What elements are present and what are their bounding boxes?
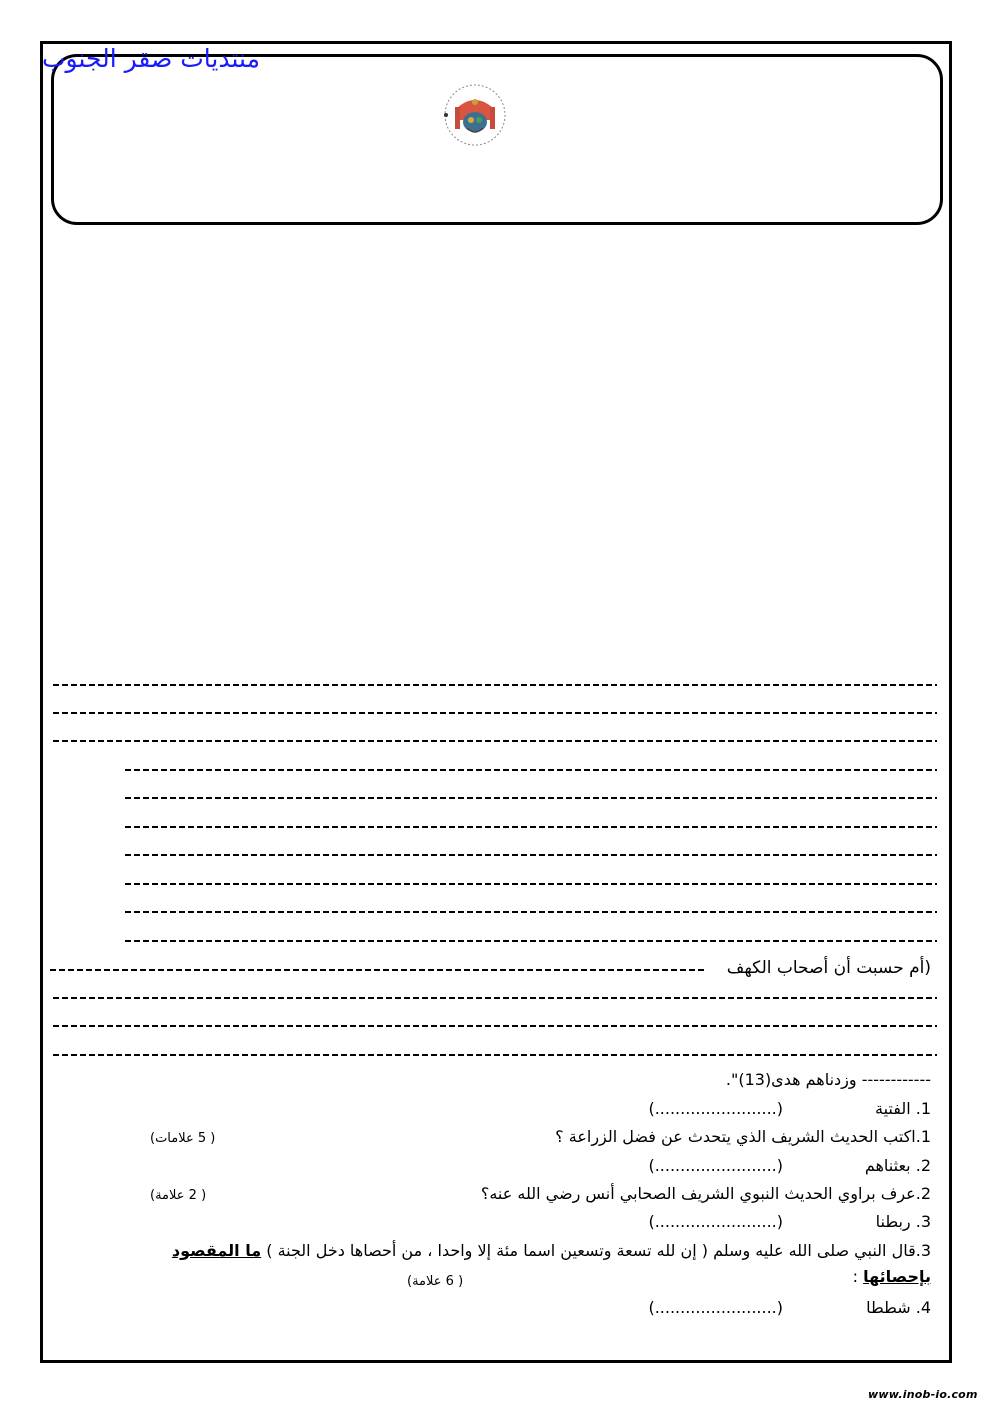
question-marks: ( 6 علامة) <box>407 1274 464 1289</box>
question-body: 3.قال النبي صلى الله عليه وسلم ( إن لله تسعة وتسعين اسما مئة إلا واحدا ، من أحصاها دخل الجنة ) <box>266 1241 931 1260</box>
vocab-item-blank[interactable]: (........................) <box>648 1212 783 1231</box>
vocab-item-label: 3. ربطنا <box>875 1212 931 1231</box>
question-text: 2.عرف براوي الحديث النبوي الشريف الصحابي أنس رضي الله عنه؟ <box>480 1184 931 1203</box>
answer-line <box>125 826 937 828</box>
question-marks: ( 5 علامات) <box>150 1131 216 1146</box>
question-marks: ( 2 علامة) <box>150 1188 207 1203</box>
answer-line <box>125 797 937 799</box>
verse-end-prefix: ------------ <box>861 1070 931 1089</box>
verse-end-text: وزدناهم هدى(13)". <box>725 1070 857 1089</box>
question-text <box>172 1240 931 1262</box>
answer-line <box>125 769 937 771</box>
page-border <box>40 41 952 1363</box>
verse-prompt-end <box>726 1069 931 1091</box>
question-emphasis-2: بإحصائها <box>863 1267 931 1286</box>
vocab-item-label: 2. بعثناهم <box>864 1156 931 1175</box>
question-emphasis: ما المقصود <box>171 1241 262 1260</box>
emblem-icon <box>437 80 513 150</box>
question-text: 1.اكتب الحديث الشريف الذي يتحدث عن فضل الزراعة ؟ <box>555 1127 931 1146</box>
question-continuation <box>853 1266 931 1288</box>
answer-line <box>53 712 937 714</box>
answer-line <box>125 940 937 942</box>
verse-answer-line <box>50 969 705 971</box>
answer-line <box>53 1054 937 1056</box>
vocab-item-blank[interactable]: (........................) <box>648 1298 783 1317</box>
vocab-item-label: 1. الفتية <box>874 1099 931 1118</box>
vocab-item-blank[interactable]: (........................) <box>648 1099 783 1118</box>
answer-line <box>53 740 937 742</box>
question-suffix: : <box>852 1267 864 1286</box>
answer-line <box>53 1025 937 1027</box>
answer-line <box>125 854 937 856</box>
answer-line <box>53 684 937 686</box>
verse-prompt-start: (أم حسبت أن أصحاب الكهف <box>726 958 931 978</box>
answer-line <box>125 883 937 885</box>
footer-url-link[interactable]: www.inob-io.com <box>868 1388 978 1401</box>
vocab-item-label: 4. شططا <box>866 1298 931 1317</box>
forum-watermark: منتديات صقر الجنوب <box>42 44 260 73</box>
vocab-item-blank[interactable]: (........................) <box>648 1156 783 1175</box>
answer-line <box>125 911 937 913</box>
answer-line <box>53 997 937 999</box>
